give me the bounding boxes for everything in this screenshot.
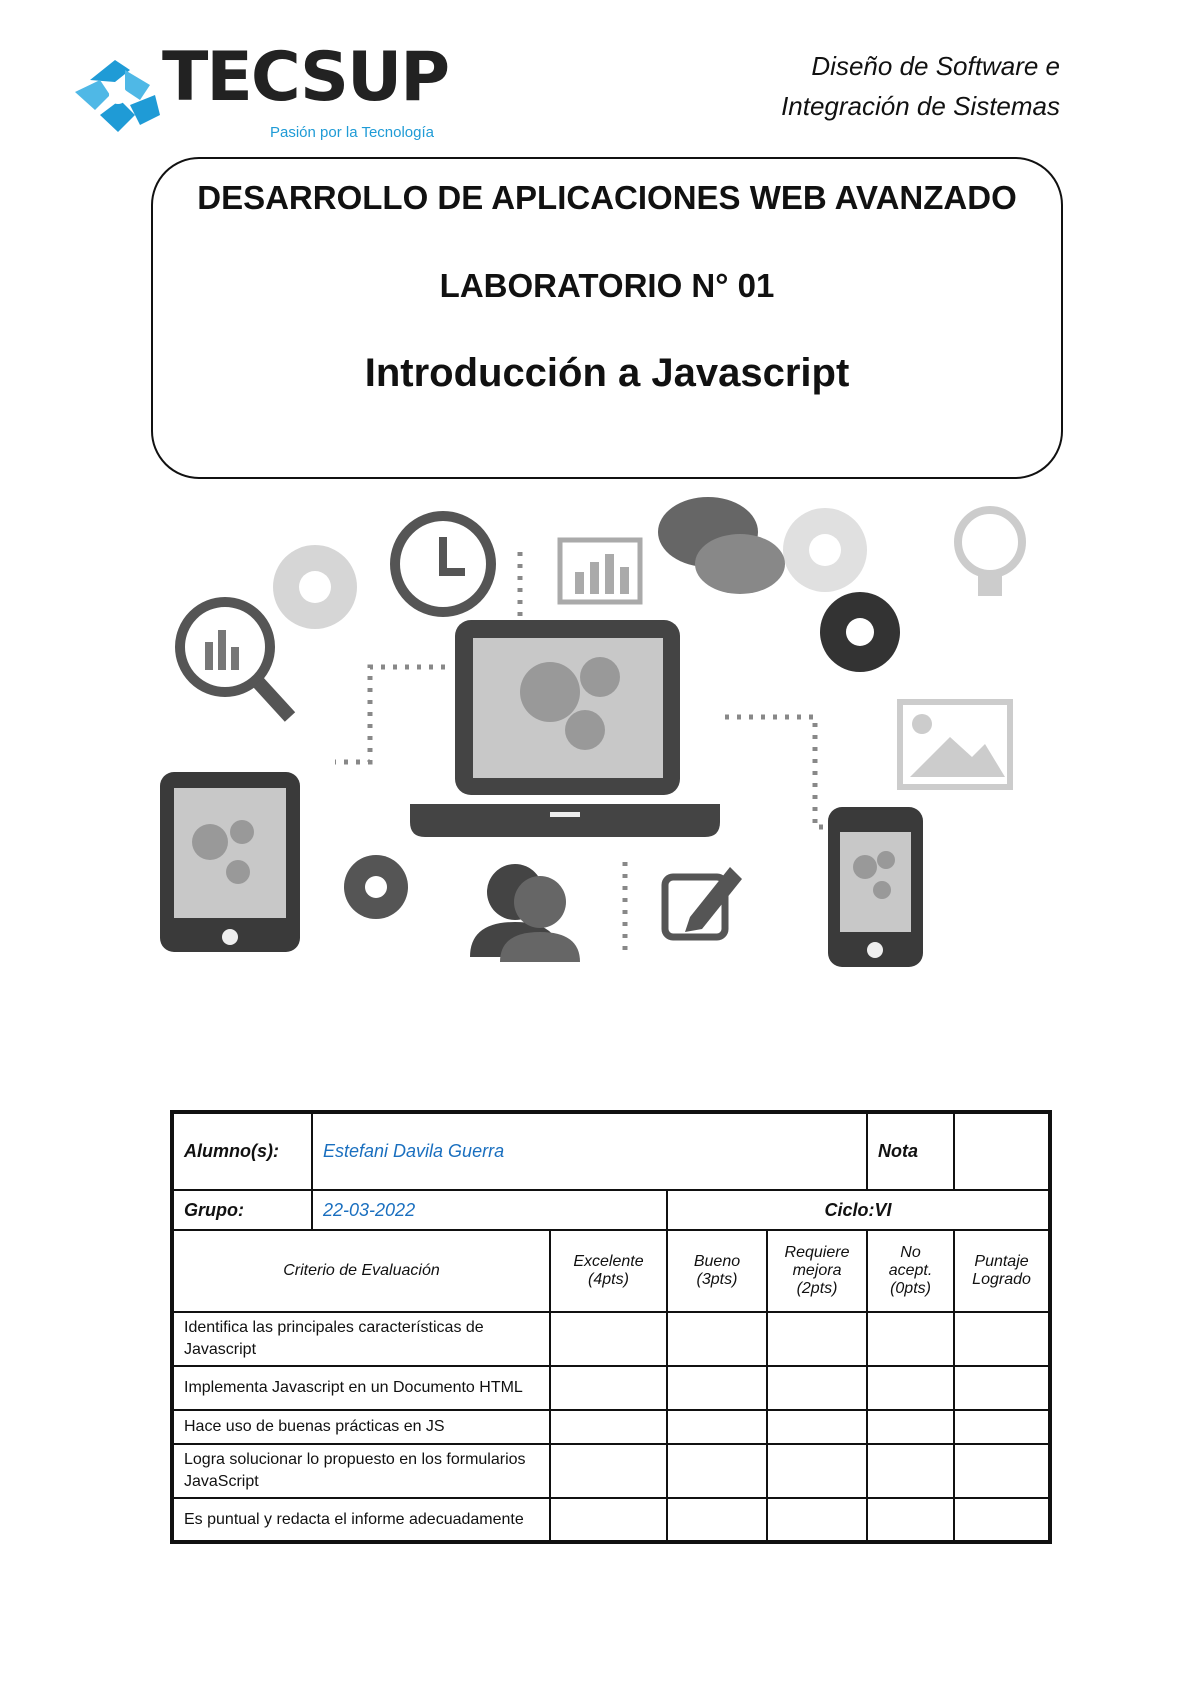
technology-illustration — [160, 492, 1040, 1012]
score-cell[interactable] — [767, 1498, 867, 1542]
score-cell[interactable] — [954, 1366, 1050, 1410]
table-row — [172, 1444, 1050, 1498]
table-row — [172, 1312, 1050, 1366]
score-cell[interactable] — [867, 1498, 954, 1542]
score-cell[interactable] — [550, 1410, 667, 1444]
magnifier-icon — [180, 602, 290, 717]
score-cell[interactable] — [550, 1312, 667, 1366]
tablet-icon — [160, 772, 300, 952]
student-label: Alumno(s): — [172, 1112, 312, 1190]
gear-icon — [344, 855, 408, 919]
criterion-text: Identifica las principales características de Javascript — [172, 1312, 550, 1366]
criterion-text: Logra solucionar lo propuesto en los formularios JavaScript — [172, 1444, 550, 1498]
gear-icon — [820, 592, 900, 672]
title-box — [151, 157, 1063, 479]
score-cell[interactable] — [550, 1498, 667, 1542]
score-cell[interactable] — [767, 1410, 867, 1444]
student-name[interactable]: Estefani Davila Guerra — [312, 1112, 867, 1190]
image-icon — [900, 702, 1010, 787]
gear-icon — [783, 508, 867, 592]
header-excellent: Excelente (4pts) — [550, 1230, 667, 1312]
cycle: Ciclo:VI — [667, 1190, 1050, 1230]
course-title: DESARROLLO DE APLICACIONES WEB AVANZADO — [197, 179, 1017, 216]
score-cell[interactable] — [667, 1312, 767, 1366]
department — [781, 46, 1060, 126]
header-unacceptable: No acept. (0pts) — [867, 1230, 954, 1312]
laptop-icon — [410, 620, 720, 837]
group-label: Grupo: — [172, 1190, 312, 1230]
table-row — [172, 1410, 1050, 1444]
score-cell[interactable] — [954, 1312, 1050, 1366]
score-cell[interactable] — [867, 1444, 954, 1498]
header-criterion: Criterio de Evaluación — [172, 1230, 550, 1312]
score-cell[interactable] — [667, 1444, 767, 1498]
header-good: Bueno (3pts) — [667, 1230, 767, 1312]
chat-icon — [658, 497, 785, 594]
phone-icon — [828, 807, 923, 967]
bar-chart-icon — [560, 540, 640, 602]
logo-tagline: Pasión por la Tecnología — [270, 124, 435, 141]
users-icon — [470, 864, 580, 962]
score-cell[interactable] — [767, 1312, 867, 1366]
department-line-2: Integración de Sistemas — [781, 91, 1060, 121]
score-cell[interactable] — [767, 1366, 867, 1410]
edit-icon — [665, 867, 742, 937]
score-cell[interactable] — [867, 1312, 954, 1366]
grade-label: Nota — [867, 1112, 954, 1190]
header-score: Puntaje Logrado — [954, 1230, 1050, 1312]
logo-text: TECSUP — [162, 38, 449, 117]
table-row — [172, 1498, 1050, 1542]
criterion-text: Implementa Javascript en un Documento HTML — [172, 1366, 550, 1410]
score-cell[interactable] — [667, 1498, 767, 1542]
score-cell[interactable] — [954, 1444, 1050, 1498]
score-cell[interactable] — [767, 1444, 867, 1498]
group-value[interactable]: 22-03-2022 — [312, 1190, 667, 1230]
score-cell[interactable] — [867, 1410, 954, 1444]
criterion-text: Es puntual y redacta el informe adecuadamente — [172, 1498, 550, 1542]
table-row — [172, 1366, 1050, 1410]
gear-icon — [273, 545, 357, 629]
grade-field[interactable] — [954, 1112, 1050, 1190]
score-cell[interactable] — [954, 1410, 1050, 1444]
criterion-text: Hace uso de buenas prácticas en JS — [172, 1410, 550, 1444]
header-improve: Requiere mejora (2pts) — [767, 1230, 867, 1312]
score-cell[interactable] — [550, 1444, 667, 1498]
evaluation-rubric — [170, 1110, 1052, 1544]
department-line-1: Diseño de Software e — [811, 51, 1060, 81]
score-cell[interactable] — [667, 1410, 767, 1444]
score-cell[interactable] — [667, 1366, 767, 1410]
lightbulb-icon — [958, 510, 1022, 596]
score-cell[interactable] — [550, 1366, 667, 1410]
lab-topic: Introducción a Javascript — [364, 351, 850, 395]
score-cell[interactable] — [954, 1498, 1050, 1542]
clock-icon — [395, 516, 491, 612]
score-cell[interactable] — [867, 1366, 954, 1410]
lab-number: LABORATORIO N° 01 — [439, 267, 775, 304]
